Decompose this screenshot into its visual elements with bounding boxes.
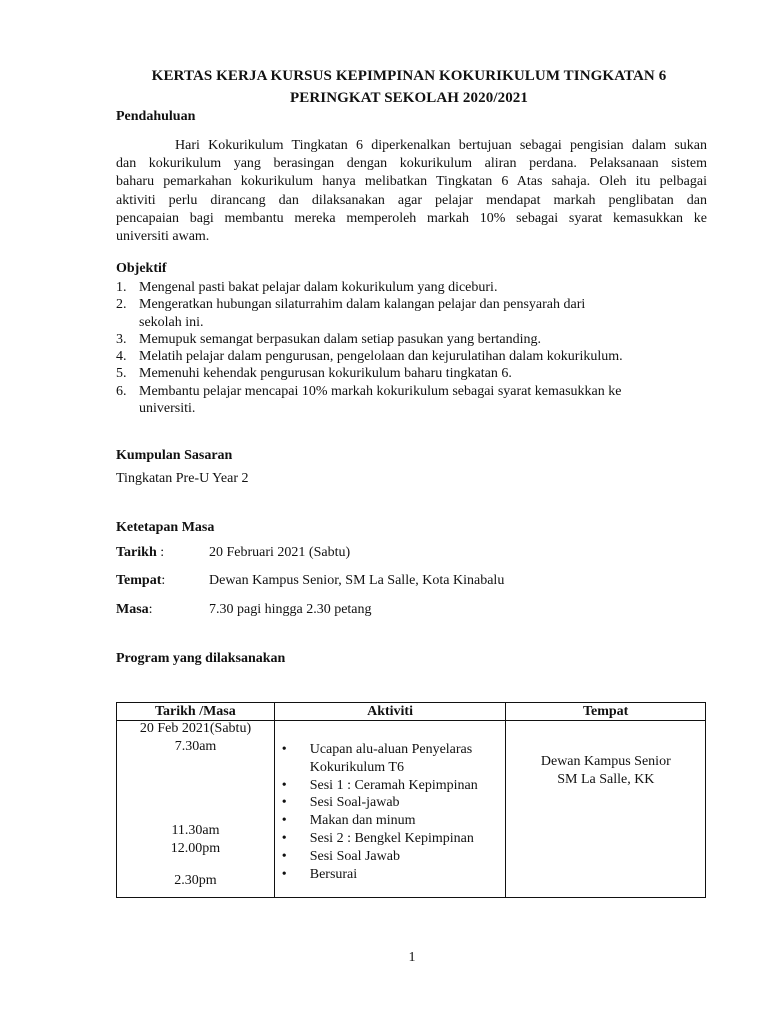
detail-label: Tempat: xyxy=(116,573,166,588)
list-item xyxy=(116,331,716,348)
list-text: Mengeratkan hubungan silaturrahim dalam kalangan pelajar dan pensyarah dari xyxy=(139,297,586,313)
program-table xyxy=(116,702,706,898)
bullet-icon: • xyxy=(281,795,287,811)
program-date: 20 Feb 2021(Sabtu) xyxy=(139,721,252,736)
list-text-continued: sekolah ini. xyxy=(139,314,204,330)
activity-text: Sesi 1 : Ceramah Kepimpinan xyxy=(309,777,478,793)
list-item xyxy=(282,794,504,812)
section-heading-objektif: Objektif xyxy=(116,261,167,276)
venue-cell xyxy=(506,721,706,898)
list-item xyxy=(116,279,716,296)
venue-line: Dewan Kampus Senior xyxy=(540,754,671,769)
bullet-icon: • xyxy=(281,866,287,882)
document-title-line1: KERTAS KERJA KURSUS KEPIMPINAN KOKURIKULUM TINGKATAN 6 xyxy=(151,68,667,84)
activity-text: Bersurai xyxy=(309,866,358,882)
list-number: 4. xyxy=(116,349,127,365)
program-time: 11.30am xyxy=(171,823,220,838)
page-number: 1 xyxy=(408,950,416,965)
list-item xyxy=(282,777,504,795)
activity-list xyxy=(282,741,504,883)
paragraph-line: baharu pemarkahan kokurikulum hanya melibatkan Tingkatan 6 Atas sahaja. Oleh itu pelbagai xyxy=(116,174,707,190)
list-item xyxy=(116,365,716,382)
activity-text: Sesi Soal Jawab xyxy=(309,848,400,864)
list-text-continued: universiti. xyxy=(139,401,196,417)
list-number: 6. xyxy=(116,383,127,399)
activity-text-continued: Kokurikulum T6 xyxy=(309,759,404,775)
detail-value: 7.30 pagi hingga 2.30 petang xyxy=(209,602,372,617)
detail-value: Dewan Kampus Senior, SM La Salle, Kota Kinabalu xyxy=(209,573,505,588)
detail-label: Masa: xyxy=(116,602,153,617)
document-title-line2: PERINGKAT SEKOLAH 2020/2021 xyxy=(289,90,528,106)
time-cell xyxy=(117,721,275,898)
list-number: 5. xyxy=(116,366,127,382)
column-header-tempat: Tempat xyxy=(506,703,706,721)
list-item xyxy=(116,296,716,331)
paragraph-line: universiti awam. xyxy=(116,229,210,245)
section-heading-sasaran: Kumpulan Sasaran xyxy=(116,448,233,463)
section-heading-pendahuluan: Pendahuluan xyxy=(116,109,196,124)
list-text: Memenuhi kehendak pengurusan kokurikulum baharu tingkatan 6. xyxy=(139,366,512,382)
program-time: 2.30pm xyxy=(174,873,217,888)
list-item xyxy=(116,383,716,418)
list-item xyxy=(282,741,504,777)
list-item xyxy=(116,348,716,365)
bullet-icon: • xyxy=(281,777,287,793)
list-item xyxy=(282,812,504,830)
bullet-icon: • xyxy=(281,848,287,864)
detail-value: 20 Februari 2021 (Sabtu) xyxy=(209,545,351,560)
list-number: 3. xyxy=(116,331,127,347)
list-number: 2. xyxy=(116,297,127,313)
venue-line: SM La Salle, KK xyxy=(557,772,655,787)
detail-label: Tarikh : xyxy=(116,545,165,560)
paragraph-line: Hari Kokurikulum Tingkatan 6 diperkenalkan bertujuan sebagai pengisian dalam sukan xyxy=(175,138,707,153)
list-item xyxy=(282,848,504,866)
activity-text: Makan dan minum xyxy=(309,813,416,829)
bullet-icon: • xyxy=(281,830,287,846)
list-item xyxy=(282,830,504,848)
objektif-list xyxy=(116,279,716,417)
activity-cell xyxy=(274,721,506,898)
bullet-icon: • xyxy=(281,813,287,829)
paragraph-line: pencapaian bagi membantu mereka memperoleh markah 10% sebagai syarat kemasukkan ke xyxy=(116,210,707,226)
pendahuluan-paragraph xyxy=(116,137,707,246)
list-item xyxy=(282,866,504,884)
activity-text: Sesi Soal-jawab xyxy=(309,795,400,811)
sasaran-text: Tingkatan Pre-U Year 2 xyxy=(116,471,249,486)
list-number: 1. xyxy=(116,280,127,295)
activity-text: Ucapan alu-aluan Penyelaras xyxy=(309,742,473,757)
section-heading-ketetapan: Ketetapan Masa xyxy=(116,520,215,535)
list-text: Mengenal pasti bakat pelajar dalam kokurikulum yang diceburi. xyxy=(139,280,498,295)
table-header-row xyxy=(117,703,706,721)
paragraph-line: aktiviti perlu dirancang dan dilaksanakan agar pelajar mendapat markah penglibatan dan xyxy=(116,192,707,208)
table-row xyxy=(117,721,706,898)
list-text: Membantu pelajar mencapai 10% markah kokurikulum sebagai syarat kemasukkan ke xyxy=(139,383,622,399)
section-heading-program: Program yang dilaksanakan xyxy=(116,651,286,666)
bullet-icon: • xyxy=(281,742,287,757)
column-header-aktiviti: Aktiviti xyxy=(274,703,506,721)
activity-text: Sesi 2 : Bengkel Kepimpinan xyxy=(309,830,474,846)
program-time: 7.30am xyxy=(174,739,217,754)
paragraph-line: dan kokurikulum yang berasingan dengan kokurikulum aliran perdana. Pelaksanaan sistem xyxy=(116,156,707,172)
program-time: 12.00pm xyxy=(170,841,221,856)
list-text: Melatih pelajar dalam pengurusan, pengelolaan dan kejurulatihan dalam kokurikulum. xyxy=(139,349,623,365)
column-header-tarikh: Tarikh /Masa xyxy=(117,703,275,721)
list-text: Memupuk semangat berpasukan dalam setiap pasukan yang bertanding. xyxy=(139,331,541,347)
